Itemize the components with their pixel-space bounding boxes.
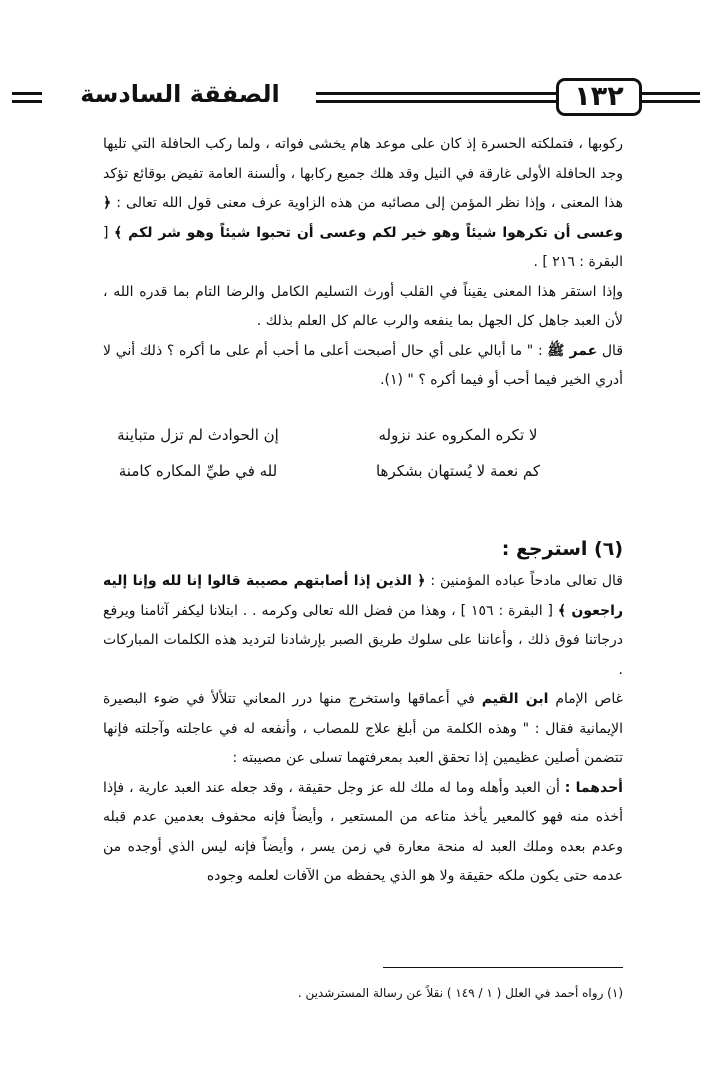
paragraph-text: غاص الإمام — [555, 691, 623, 707]
footnote: (١) رواه أحمد في العلل ( ١ / ١٤٩ ) نقلاً عن رسالة المسترشدين . — [297, 986, 623, 1000]
paragraph — [103, 130, 623, 278]
paragraph: وإذا استقر هذا المعنى يقيناً في القلب أورث التسليم الكامل والرضا التام بما قدره الله ، لأن العبد جاهل كل الجهل بما ينفعه والرب عالم كل العلم بذلك . — [103, 283, 623, 329]
poem — [88, 420, 568, 492]
section-1-text — [103, 130, 623, 396]
header-rule-left — [12, 92, 42, 103]
person-name: ابن القيم — [481, 691, 549, 707]
chapter-title: الصفقة السادسة — [80, 80, 280, 108]
paragraph — [103, 774, 623, 892]
header-rule-middle — [316, 92, 556, 103]
quote-intro: قال — [601, 342, 624, 359]
section-heading: (٦) استرجع : — [501, 538, 623, 560]
footnote-divider — [383, 967, 623, 968]
section-2-text — [103, 567, 623, 892]
poem-line — [88, 420, 568, 456]
person-name: عمر ﷺ — [547, 342, 598, 359]
poem-hemistich: لا تكره المكروه عند نزوله — [378, 426, 538, 444]
paragraph-text: قال تعالى مادحاً عباده المؤمنين : — [430, 573, 623, 589]
page-header — [12, 78, 700, 120]
quran-verse: ﴿ الذين إذا أصابتهم مصيبة قالوا إنا لله وإنا إليه راجعون ﴾ — [103, 573, 624, 619]
paragraph-text: ركوبها ، فتملكته الحسرة إذ كان على موعد هام يخشى فواته ، ولما ركب الحافلة التي تليها وجد الحافلة الأولى غارقة في النيل وقد هلك جميع ركابها ، وألسنة العامة تفيض بوقائع تؤكد هذا المعنى ، وإذا نظر المؤمن إلى مصائبه من هذه الزاوية عرف معنى قول الله تعالى : — [103, 136, 623, 211]
verse-reference: [ البقرة : ٢١٦ ] . — [103, 224, 623, 270]
poem-hemistich: كم نعمة لا يُستهان بشكرها — [375, 462, 541, 480]
quote-text: : " ما أبالي على أي حال أصبحت أعلى ما أحب أم على ما أكره ؟ ذلك أني لا أدري الخير فيما أحب أو فيما أكره ؟ " (١). — [103, 342, 623, 388]
paragraph — [103, 337, 623, 396]
poem-line — [88, 456, 568, 492]
paragraph-text: أن العبد وأهله وما له ملك لله عز وجل حقيقة ، وقد جعله عند العبد عارية ، فإذا أخذه منه فهو كالمعير يأخذ متاعه من المستعير ، وأيضاً فإنه محفوف بعدمين عدم قبله وعدم بعده وملك العبد له منحة معارة في زمن يسر ، وأيضاً فإنه ليس الذي أوجده من عدمه حتى يكون ملكه حقيقة ولا هو الذي يحفظه من الآفات لعلمه وجوده — [103, 779, 623, 884]
paragraph-text: في أعماقها واستخرج منها درر المعاني تتلألأ في ضوء البصيرة الإيمانية فقال : " وهذه الكلمة من أبلغ علاج للمصاب ، وأنفعه له في عاجلته وآجلته فإنها تتضمن أصلين عظيمين إذا تحقق العبد بمعرفتهما تسلى عن مصيبته : — [103, 691, 623, 766]
poem-hemistich: إن الحوادث لم تزل متباينة — [117, 426, 279, 444]
poem-hemistich: لله في طيِّ المكاره كامنة — [118, 462, 278, 480]
paragraph — [103, 567, 623, 685]
paragraph-text: [ البقرة : ١٥٦ ] ، وهذا من فضل الله تعالى وكرمه . . ابتلانا ليكفر آثامنا ويرفع درجاتنا فوق ذلك ، وأعاننا على سلوك طريق الصبر بإرشادنا لترديد هذه الكلمات المباركات . — [103, 602, 623, 678]
point-label: أحدهما : — [564, 779, 623, 796]
header-rule-right — [642, 92, 700, 103]
paragraph — [103, 685, 623, 774]
page-number: ١٣٢ — [556, 78, 642, 116]
quran-verse: ﴿ وعسى أن تكرهوا شيئاً وهو خير لكم وعسى أن تحبوا شيئاً وهو شر لكم ﴾ — [103, 195, 623, 241]
